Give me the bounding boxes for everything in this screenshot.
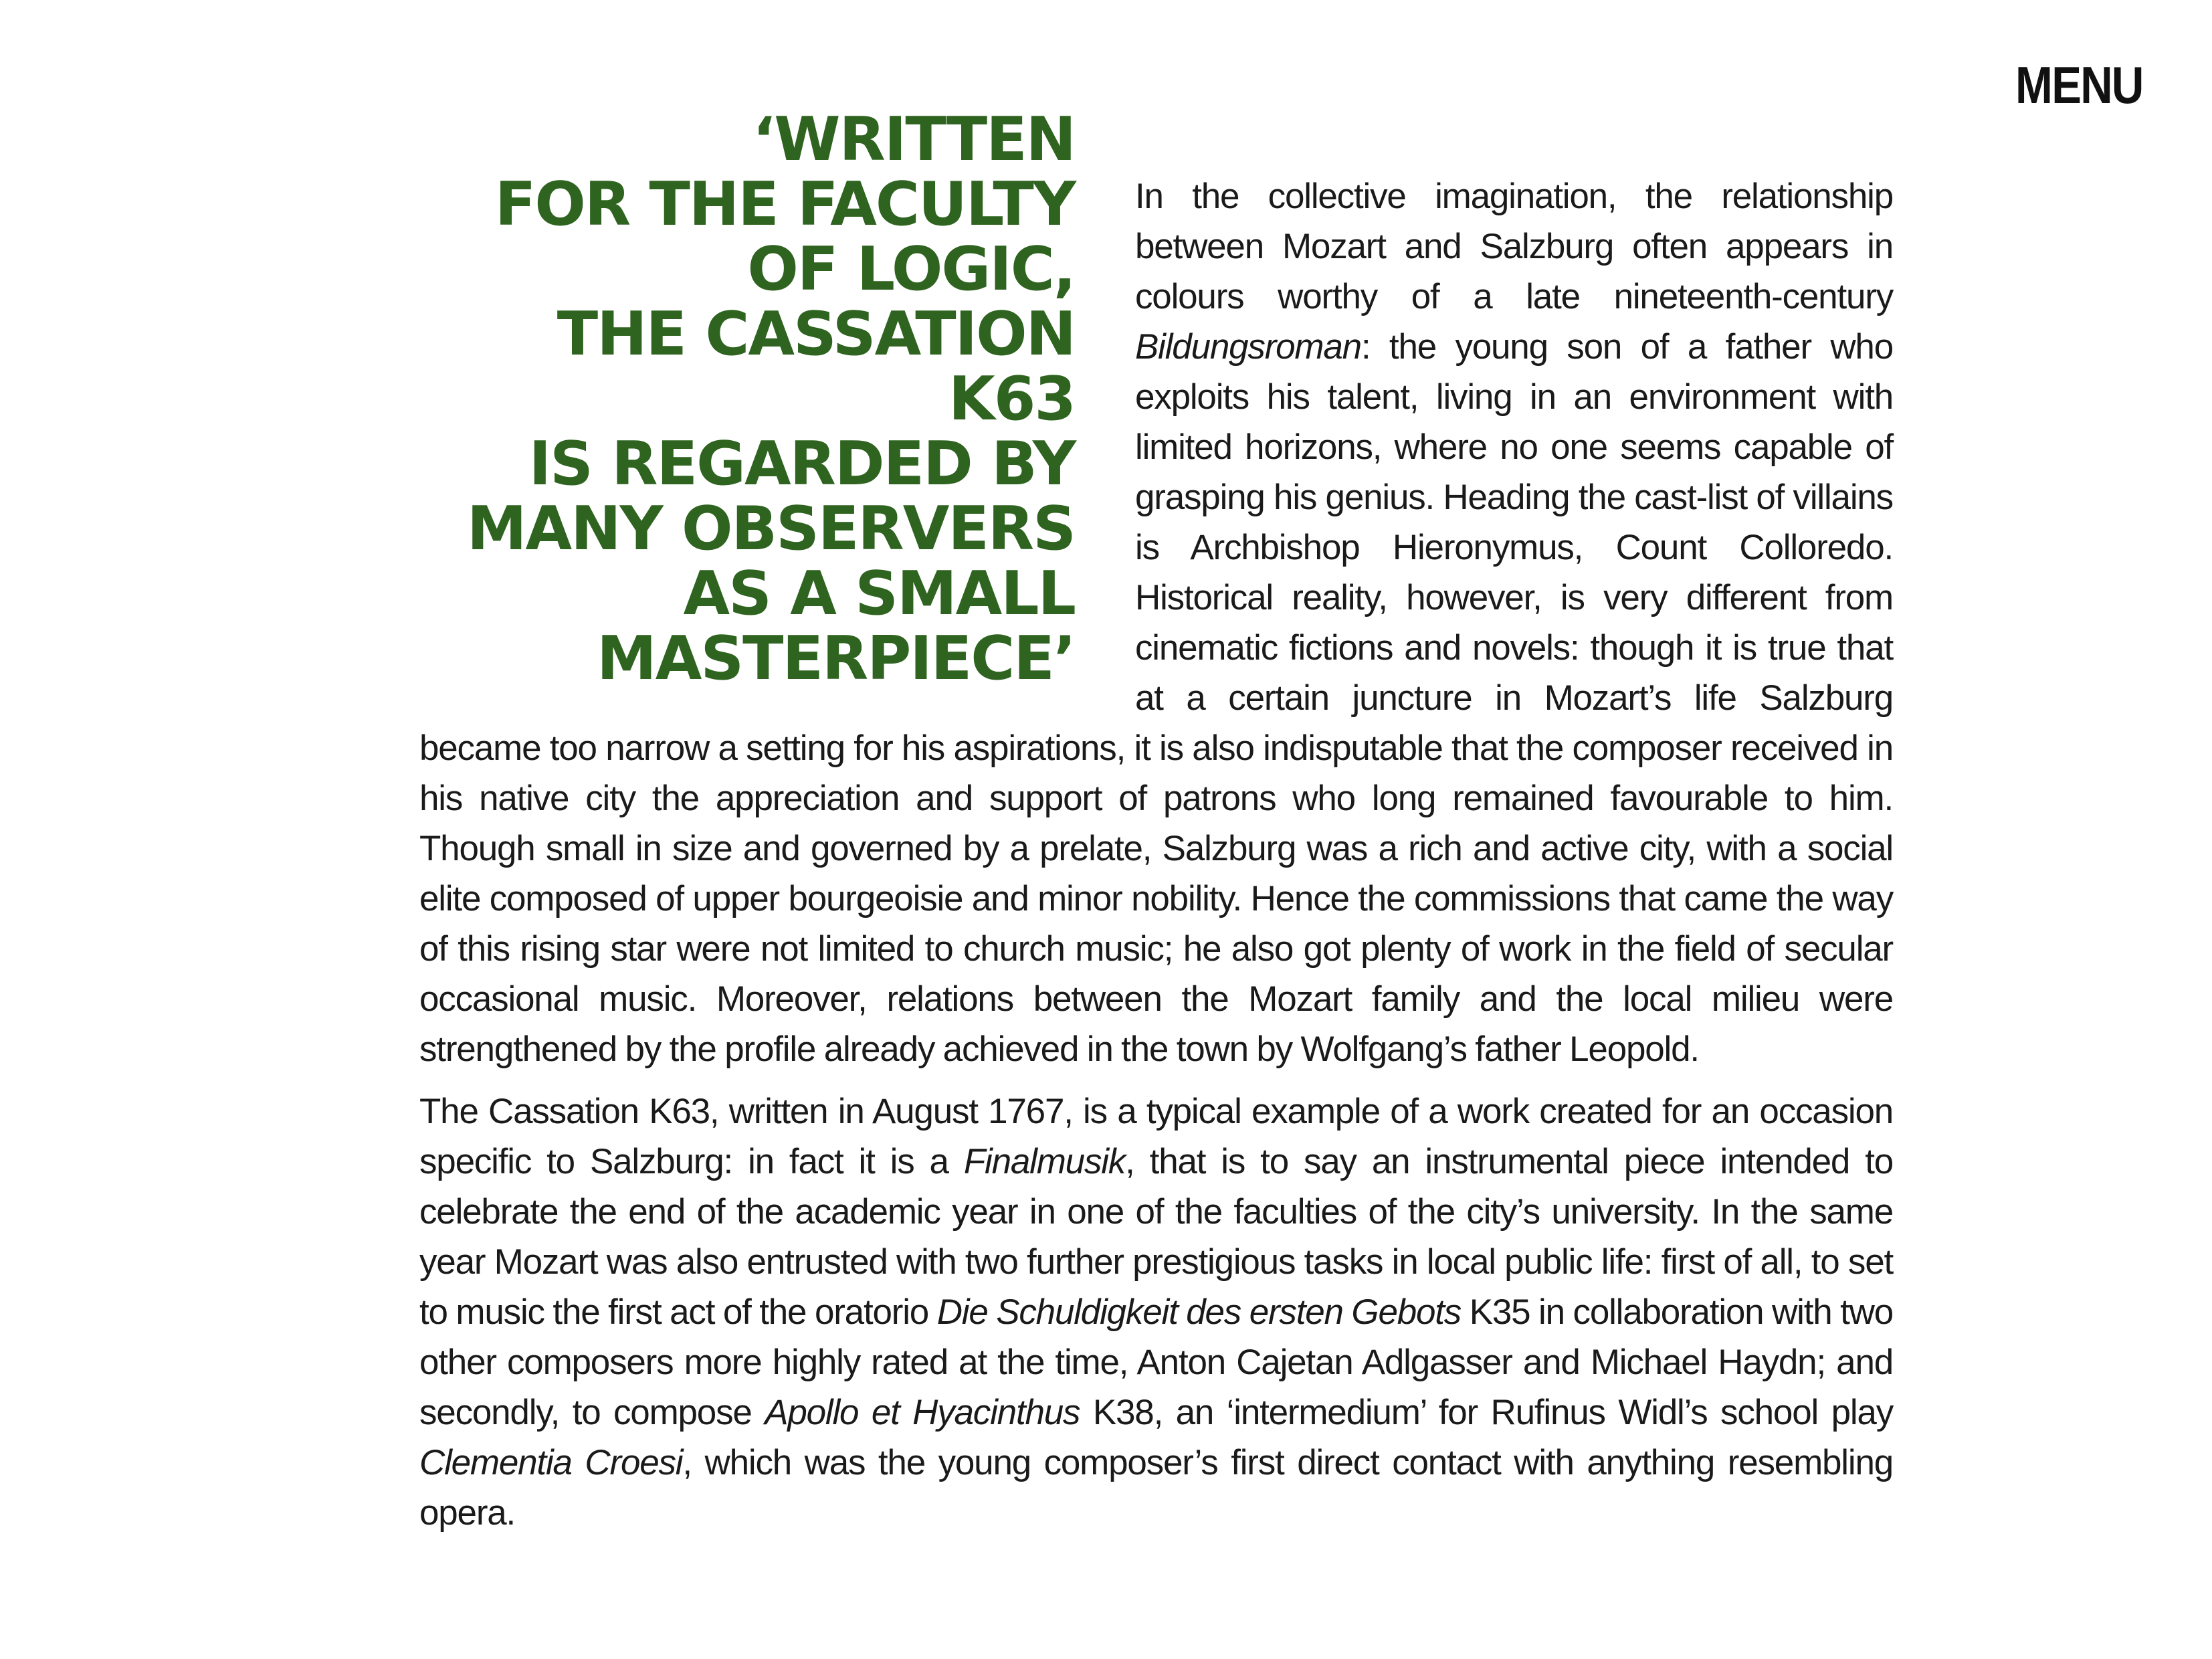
italic-title: Finalmusik [963, 1142, 1126, 1181]
article-paragraph-2 [419, 1086, 1893, 1538]
italic-title: Clementia Croesi [419, 1443, 683, 1482]
paragraph-text: , that is to say an instrumental piece intended to celebrate the end of the academic year in one of the faculties of the city’s university. In the same year Mozart was also entrusted with two further prestigious tasks in local public life: first of all, to set to music the first act of the oratorio [419, 1142, 1894, 1332]
pull-quote: ‘WRITTEN FOR THE FACULTY OF LOGIC, THE CASSATION K63 IS REGARDED BY MANY OBSERVERS AS A SMALL MASTERPIECE’ [466, 104, 1075, 694]
article [419, 104, 1894, 1538]
paragraph-text: K35 in collaboration with two other composers more highly rated at the time, Anton Cajetan Adlgasser and Michael Haydn; and secondly, to compose [419, 1292, 1894, 1432]
paragraph-text: In the collective imagination, the relationship between Mozart and Salzburg often appears in colours worthy of a late nineteenth-century [1135, 177, 1893, 316]
italic-title: Apollo et Hyacinthus [765, 1393, 1080, 1432]
italic-title: Bildungsroman [1135, 327, 1361, 367]
paragraph-text: The Cassation K63, written in August 1767, is a typical example of a work created for an occasion specific to Salzburg: in fact it is a [419, 1092, 1893, 1181]
paragraph-text: K38, an ‘intermedium’ for Rufinus Widl’s school play [1080, 1393, 1894, 1432]
italic-title: Die Schuldigkeit des ersten Gebots [936, 1292, 1462, 1332]
paragraph-text: , which was the young composer’s first direct contact with anything resembling opera. [419, 1443, 1894, 1533]
menu-button[interactable]: MENU [2015, 56, 2143, 114]
paragraph-text: : the young son of a father who exploits his talent, living in an environment with limited horizons, where no one seems capable of grasping his genius. Heading the cast-list of villains is Archbishop Hieronymus, Count Colloredo. Historical reality, however, is very different from cinematic fictions and novels: though it is true that at a certain juncture in Mozart’s life Salzburg became too narrow a setting for his aspirations, it is also indisputable that the composer received in his native city the appreciation and support of patrons who long remained favourable to him. Though small in size and governed by a prelate, Salzburg was a rich and active city, with a social elite composed of upper bourgeoisie and minor nobility. Hence the commissions that came the way of this rising star were not limited to church music; he also got plenty of work in the field of secular occasional music. Moreover, relations between the Mozart family and the local milieu were strengthened by the profile already achieved in the town by Wolfgang’s father Leopold. [419, 327, 1893, 1069]
